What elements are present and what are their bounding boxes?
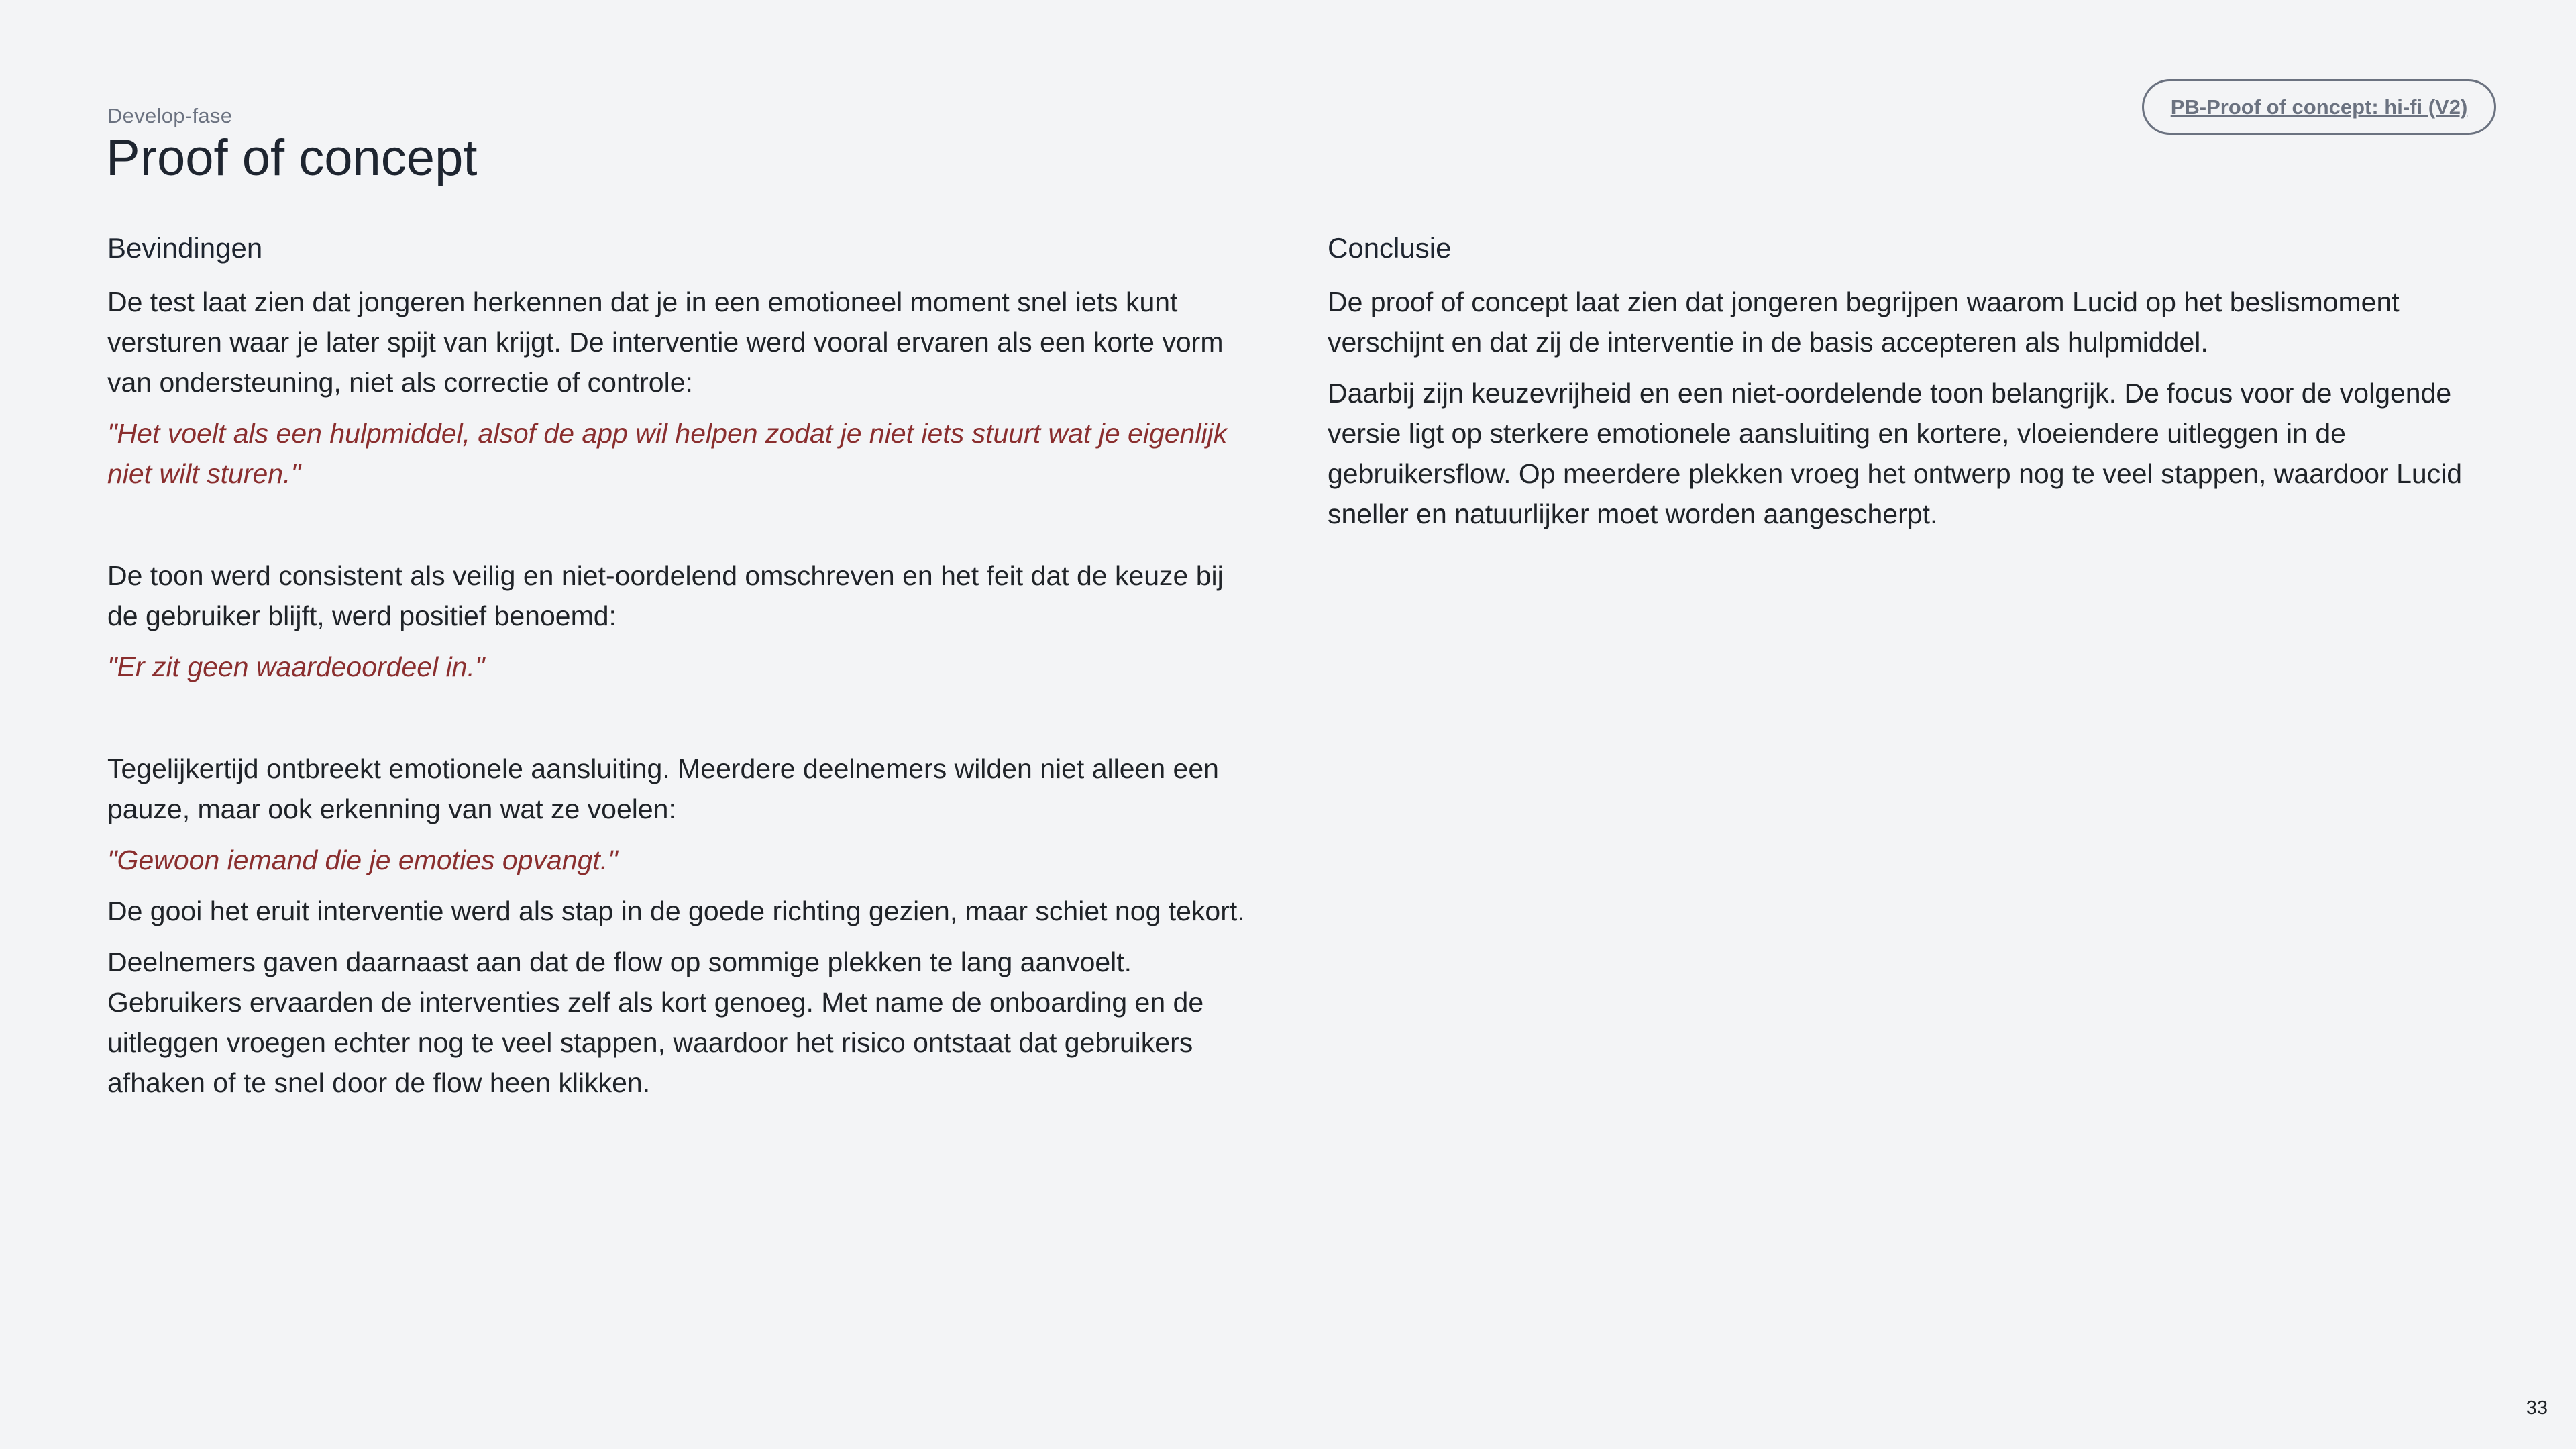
section-label: Develop-fase: [107, 104, 233, 127]
findings-paragraph: Tegelijkertijd ontbreekt emotionele aansluiting. Meerdere deelnemers wilden niet alleen een pauze, maar ook erkenning van wat ze voelen:: [107, 753, 1219, 824]
findings-paragraph: De toon werd consistent als veilig en niet-oordelend omschreven en het feit dat de keuze bij de gebruiker blijft, werd positief benoemd:: [107, 560, 1224, 631]
findings-paragraph: Deelnemers gaven daarnaast aan dat de flow op sommige plekken te lang aanvoelt. Gebruikers ervaarden de interventies zelf als kort genoeg. Met name de onboarding en de uitleggen vroegen echter nog te veel stappen, waardoor het risico ontstaat dat gebruikers afhaken of te snel door de flow heen klikken.: [107, 947, 1204, 1098]
conclusion-paragraph: De proof of concept laat zien dat jongeren begrijpen waarom Lucid op het beslismoment verschijnt en dat zij de interventie in de basis accepteren als hulpmiddel.: [1328, 286, 2400, 358]
page-number: 33: [2526, 1397, 2548, 1419]
participant-quote: "Er zit geen waardeoordeel in.": [107, 651, 485, 682]
findings-heading: Bevindingen: [107, 232, 263, 264]
findings-column: [107, 228, 1261, 1114]
findings-paragraph: De gooi het eruit interventie werd als stap in de goede richting gezien, maar schiet nog tekort.: [107, 896, 1245, 926]
participant-quote: "Gewoon iemand die je emoties opvangt.": [107, 845, 618, 875]
findings-paragraph: De test laat zien dat jongeren herkennen dat je in een emotioneel moment snel iets kunt versturen waar je later spijt van krijgt. De interventie werd vooral ervaren als een korte vorm van ondersteuning, niet als correctie of controle:: [107, 286, 1224, 398]
spacer: [107, 504, 1261, 555]
page-title: Proof of concept: [106, 129, 478, 186]
conclusion-column: [1328, 228, 2481, 545]
spacer: [107, 698, 1261, 749]
conclusion-paragraph: Daarbij zijn keuzevrijheid en een niet-oordelende toon belangrijk. De focus voor de volgende versie ligt op sterkere emotionele aansluiting en kortere, vloeiendere uitleggen in de gebruikersflow. Op meerdere plekken vroeg het ontwerp nog te veel stappen, waardoor Lucid sneller en natuurlijker moet worden aangescherpt.: [1328, 378, 2463, 529]
conclusion-heading: Conclusie: [1328, 232, 1452, 264]
reference-link-badge[interactable]: PB-Proof of concept: hi-fi (V2): [2142, 79, 2496, 135]
participant-quote: "Het voelt als een hulpmiddel, alsof de app wil helpen zodat je niet iets stuurt wat je eigenlijk niet wilt sturen.": [107, 418, 1228, 489]
